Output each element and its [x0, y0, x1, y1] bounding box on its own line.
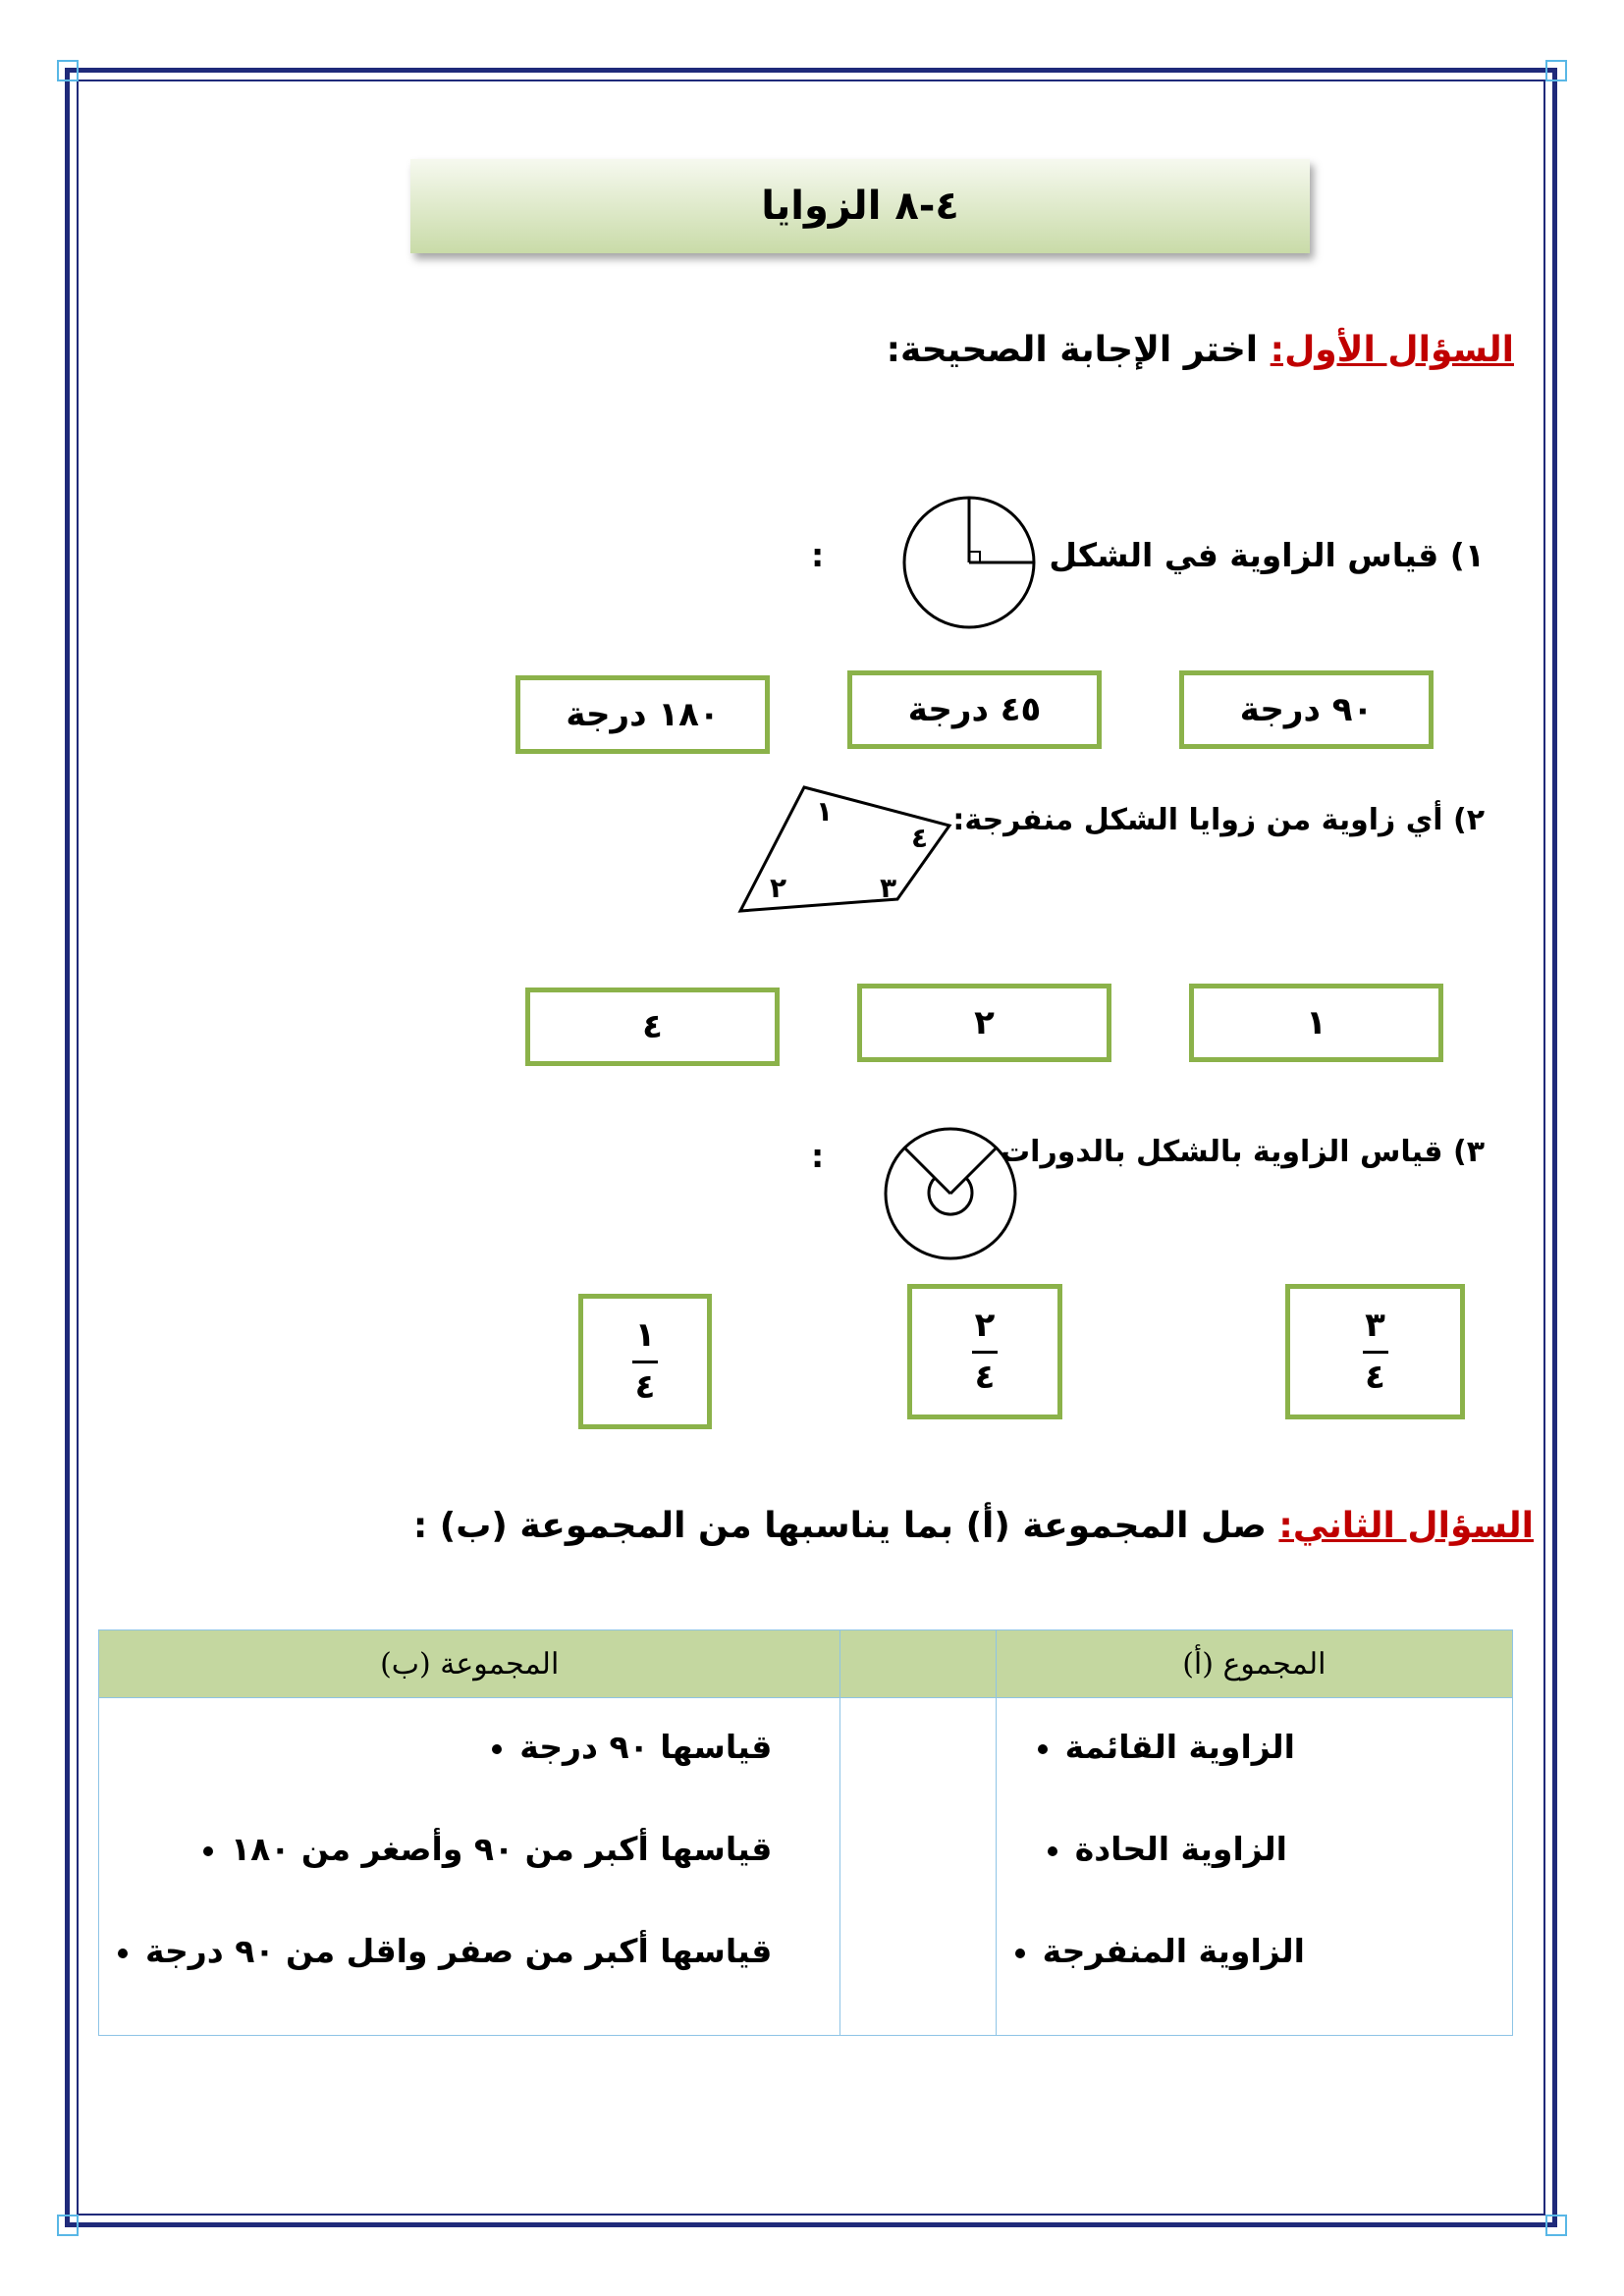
- option-three-quarters[interactable]: ٣ ٤: [1285, 1284, 1465, 1419]
- right-angle-circle-figure: [897, 485, 1041, 640]
- corner-ornament: [1545, 2215, 1567, 2236]
- table-header-row: [99, 1630, 1513, 1698]
- list-item[interactable]: الزاوية القائمة: [998, 1728, 1511, 1830]
- option-two-quarters[interactable]: ٢ ٤: [907, 1284, 1062, 1419]
- option-angle-2[interactable]: ٢: [857, 984, 1111, 1062]
- group-b-column: [99, 1698, 840, 2036]
- header-middle: [840, 1630, 996, 1698]
- question-1-text: اختر الإجابة الصحيحة:: [886, 330, 1259, 370]
- item-1-colon: :: [811, 536, 825, 574]
- item-2-text: ٢) أي زاوية من زوايا الشكل منفرجة:: [952, 803, 1485, 837]
- group-a-column: [996, 1698, 1512, 2036]
- corner-ornament: [57, 2215, 79, 2236]
- list-item[interactable]: الزاوية المنفرجة: [998, 1932, 1511, 2034]
- matching-table: [98, 1629, 1513, 2036]
- angle-label-1: ١: [816, 795, 834, 828]
- header-group-a: المجموع (أ): [996, 1630, 1512, 1698]
- list-item[interactable]: قياسها أكبر من صفر واقل من ٩٠ درجة: [100, 1932, 839, 2034]
- question-2-label: السؤال الثاني:: [1278, 1506, 1534, 1546]
- option-one-quarter[interactable]: ١ ٤: [578, 1294, 712, 1429]
- angle-label-2: ٢: [770, 872, 787, 904]
- question-1-label: السؤال الأول:: [1270, 330, 1514, 370]
- corner-ornament: [1545, 60, 1567, 81]
- question-1-heading: [887, 330, 1514, 370]
- list-item[interactable]: قياسها ٩٠ درجة: [100, 1728, 839, 1830]
- option-90-degrees[interactable]: ٩٠ درجة: [1179, 670, 1434, 749]
- angle-label-4: ٤: [911, 822, 929, 854]
- header-group-b: المجموعة (ب): [99, 1630, 840, 1698]
- table-body-row: [99, 1698, 1513, 2036]
- item-3-colon: :: [811, 1137, 825, 1175]
- item-3-text: ٣) قياس الزاوية بالشكل بالدورات: [1001, 1135, 1485, 1169]
- quadrilateral-figure: [734, 781, 956, 915]
- matching-space-column: [840, 1698, 996, 2036]
- circle-turn-figure: [882, 1125, 1019, 1262]
- angle-label-3: ٣: [880, 872, 897, 904]
- page-title: [410, 159, 1310, 253]
- question-2-heading: [413, 1506, 1534, 1546]
- item-1-text: ١) قياس الزاوية في الشكل: [1049, 536, 1485, 574]
- list-item[interactable]: قياسها أكبر من ٩٠ وأصغر من ١٨٠: [100, 1830, 839, 1932]
- title-text: ٤-٨ الزوايا: [761, 184, 959, 229]
- question-2-text: صل المجموعة (أ) بما يناسبها من المجموعة (ب) :: [412, 1506, 1267, 1546]
- option-45-degrees[interactable]: ٤٥ درجة: [847, 670, 1102, 749]
- corner-ornament: [57, 60, 79, 81]
- list-item[interactable]: الزاوية الحادة: [998, 1830, 1511, 1932]
- option-angle-1[interactable]: ١: [1189, 984, 1443, 1062]
- option-angle-4[interactable]: ٤: [525, 988, 780, 1066]
- option-180-degrees[interactable]: ١٨٠ درجة: [515, 675, 770, 754]
